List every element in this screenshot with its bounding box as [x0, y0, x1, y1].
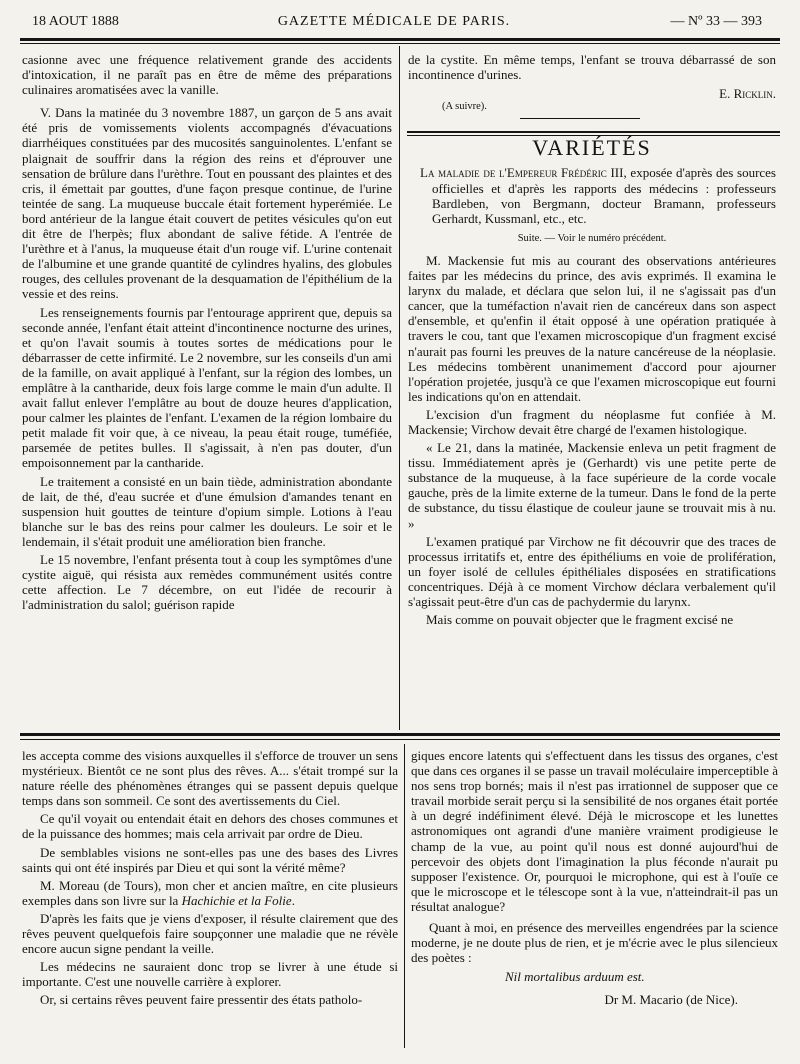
- paragraph: de la cystite. En même temps, l'enfant se trouva débarrassé de son incontinence d'urines.: [408, 52, 776, 83]
- article-author: Dr M. Macario (de Nice).: [604, 992, 738, 1008]
- paragraph: « Le 21, dans la matinée, Mackensie enleva un petit fragment de tissu. Immédiatement après je (Gerhardt) vis une petite perte de substance de la muqueuse, à la face supérieure de la corde vocale gauche, près de la limite externe de la tumeur. Dans le fond de la perte de substance, du tissu élastique de couleur jaune se trouvait mis à nu. »: [408, 440, 776, 531]
- paragraph: Ce qu'il voyait ou entendait était en dehors des choses communes et de la puissance des hommes; mais cela arrivait par ordre de Dieu.: [22, 811, 398, 842]
- paragraph: giques encore latents qui s'effectuent dans les tissus des organes, c'est que dans ces organes il se passe un travail moléculaire imperceptible à nos sens trop bornés; mais il n'est pas irrationnel de supposer que ce travail morbide serait perçu si la sensibilité de nos organes était portée à un degré indéfiniment élevé. Déjà le microscope et les lunettes astronomiques ont agrandi d'une manière vraiment prodigieuse le champ de la vue, au point qu'il nous est donné aujourd'hui de percevoir des objets dont l'imagination la plus féconde n'aurait pu supposer l'existence. Or, pourquoi le microphone, qui est à l'ouïe ce que le microscope et le télescope sont à la vue, n'atteindrait-il pas un résultat analogue?: [411, 748, 778, 914]
- top-column-divider: [399, 46, 400, 730]
- paragraph: Les médecins ne sauraient donc trop se livrer à une étude si importante. C'est une nouvelle carrière à explorer.: [22, 959, 398, 990]
- paragraph: D'après les faits que je viens d'exposer, il résulte clairement que des rêves peuvent quelquefois faire soupçonner une maladie que ne révèle encore aucun signe pendant la veille.: [22, 910, 398, 957]
- paragraph: V. Dans la matinée du 3 novembre 1887, un garçon de 5 ans avait été pris de vomissements violents accompagnés d'évacuations diarrhéiques constituées par des mucosités sanguinolentes. L'enfant se plaignait de souffrir dans la région des reins et d'éprouver une sensation de brûlure dans l'urèthre. Tout en poussant des plaintes et des cris, il émettait par gouttes, d'une façon presque continue, de l'urine teintée de sang. La muqueuse buccale était fortement hyperémiée. Le bord antérieur de la langue était couvert de petites vésicules qu'on eut dit être de l'herpès; flux abondant de salive fétide. A l'entrée de l'urèthre et à l'anus, la muqueuse était d'un rouge vif. L'urine contenait de l'albumine et une grande quantité de cylindres hyalins, des globules rouges, des cellules provenant de la desquamation de l'épithélium de la vessie et des reins.: [22, 105, 392, 302]
- middle-rule-thick: [20, 733, 780, 736]
- to-be-continued: (A suivre).: [442, 101, 487, 113]
- page-header: [26, 12, 762, 34]
- paragraph: De semblables visions ne sont-elles pas une des bases des Livres saints qui ont été inspirés par Dieu et qui sont la vérité même?: [22, 844, 398, 875]
- paragraph: Le traitement a consisté en un bain tiède, administration abondante de lait, de thé, d'eau sucrée et d'une émulsion d'amandes tenant en suspension huit gouttes de teinture d'opium simple. Lotions à l'eau blanche sur le bas des reins pour calmer les douleurs. Le soir et le lendemain, il s'était produit une amélioration bien franche.: [22, 473, 392, 549]
- continuation-note: Suite. — Voir le numéro précédent.: [517, 232, 667, 244]
- bottom-column-divider: [404, 744, 405, 1048]
- middle-rule-thin: [20, 739, 780, 740]
- section-title: VARIÉTÉS: [532, 135, 652, 161]
- header-date: 18 AOUT 1888: [32, 14, 119, 29]
- paragraph: Mais comme on pouvait objecter que le fragment excisé ne: [426, 612, 734, 628]
- header-rule-thick: [20, 38, 780, 41]
- paragraph: L'examen pratiqué par Virchow ne fit découvrir que des traces de processus irritatifs et, entre des épithéliums en voie de prolifération, un foyer isolé de cellules épithéliales disposées en stratifications concentriques. Déjà à ce moment Virchow déclara verbalement qu'il s'agissait peut-être d'un cas de pachydermie du larynx.: [408, 533, 776, 609]
- paragraph: Or, si certains rêves peuvent faire pressentir des états patholo-: [40, 992, 363, 1008]
- paragraph: Quant à moi, en présence des merveilles engendrées par la science moderne, je ne doute plus de rien, et je m'écrie avec le plus silencieux des poètes :: [411, 920, 778, 966]
- paragraph: les accepta comme des visions auxquelles il s'efforce de trouver un sens mystérieux. Bientôt ce ne sont plus des rêves. A... s'était trompé sur la nature réelle des phénomènes étranges qui se passent depuis quelque temps dans son sommeil. Ce sont des avertissements du Ciel.: [22, 748, 398, 809]
- article-subtitle-lead: La maladie de l'Empereur Frédéric III,: [420, 165, 627, 181]
- top-right-column: [408, 52, 776, 630]
- paragraph-text: .: [291, 892, 295, 908]
- paragraph: casionne avec une fréquence relativement grande des accidents d'intoxication, il ne paraît pas en être de même des préparations culinaires aromatisées avec la vanille.: [22, 52, 392, 98]
- paragraph-text: M. Moreau (de Tours), mon cher et ancien maître, en cite plusieurs exemples dans son livre sur la: [22, 877, 398, 908]
- header-rule-thin: [20, 43, 780, 44]
- bottom-left-column: [22, 748, 398, 1011]
- article-subtitle: [420, 165, 776, 225]
- latin-quote: Nil mortalibus arduum est.: [505, 969, 645, 985]
- book-title: Hachichie et la Folie: [181, 892, 292, 908]
- paragraph: M. Mackensie fut mis au courant des observations antérieures faites par les médecins du prince, des avis exprimés. Il examina le larynx du malade, et déclara que selon lui, il ne s'agissait pas d'un cancer, que la tuméfaction n'avait rien de cancéreux dans son aspect d'ensemble, et qu'enfin il était opposé à une opération pratiquée à travers le cou, tant que l'examen microscopique d'un fragment excisé n'aurait pas fourni les preuves de la nature cancéreuse de la néoplasie. Les médecins tombèrent unanimement d'accord pour ajourner l'opération projetée, jusqu'à ce que l'examen microscopique eut fourni les indications qu'on en attendait.: [408, 252, 776, 404]
- header-title: GAZETTE MÉDICALE DE PARIS.: [277, 14, 511, 29]
- bottom-right-column: [411, 748, 778, 1008]
- paragraph: L'excision d'un fragment du néoplasme fut confiée à M. Mackensie; Virchow devait être chargé de l'examen histologique.: [408, 406, 776, 437]
- paragraph: Les renseignements fournis par l'entourage apprirent que, depuis sa seconde année, l'enfant était atteint d'incontinence nocturne des urines, et qu'on l'avait soumis à toutes sortes de médications pour le débarrasser de cette infirmité. Le 2 novembre, sur les conseils d'un ami de la famille, on avait appliqué à l'enfant, sur la région des lombes, un emplâtre à la cantharide, deux fois large comme le main d'un adulte. Il avait fallut enlever l'emplâtre au bout de douze heures d'application, pour calmer les plaintes de l'enfant. L'examen de la région lombaire du petit malade fit voir que, à ce niveau, la peau était rouge, tuméfiée, parsemée de petites bulles. Il s'agissait, à n'en pas douter, d'un empoisonnement par la cantharide.: [22, 304, 392, 471]
- signature: E. Ricklin.: [719, 86, 776, 102]
- paragraph: [22, 878, 398, 908]
- paragraph: Le 15 novembre, l'enfant présenta tout à coup les symptômes d'une cystite aiguë, qui résista aux remèdes communément usités contre cette affection. Le 7 décembre, on eut l'idée de recourir à l'administration du salol; guérison rapide: [22, 552, 392, 613]
- top-left-column: [22, 52, 392, 615]
- header-page-number: — Nº 33 — 393: [670, 14, 762, 29]
- article-subtitle-rest: exposée d'après des sources officielles et d'après les rapports des médecins : professeurs Bardleben, von Bergmann, docteur Bramann, professeurs Gerhardt, Kussmanl, etc., etc.: [432, 165, 776, 226]
